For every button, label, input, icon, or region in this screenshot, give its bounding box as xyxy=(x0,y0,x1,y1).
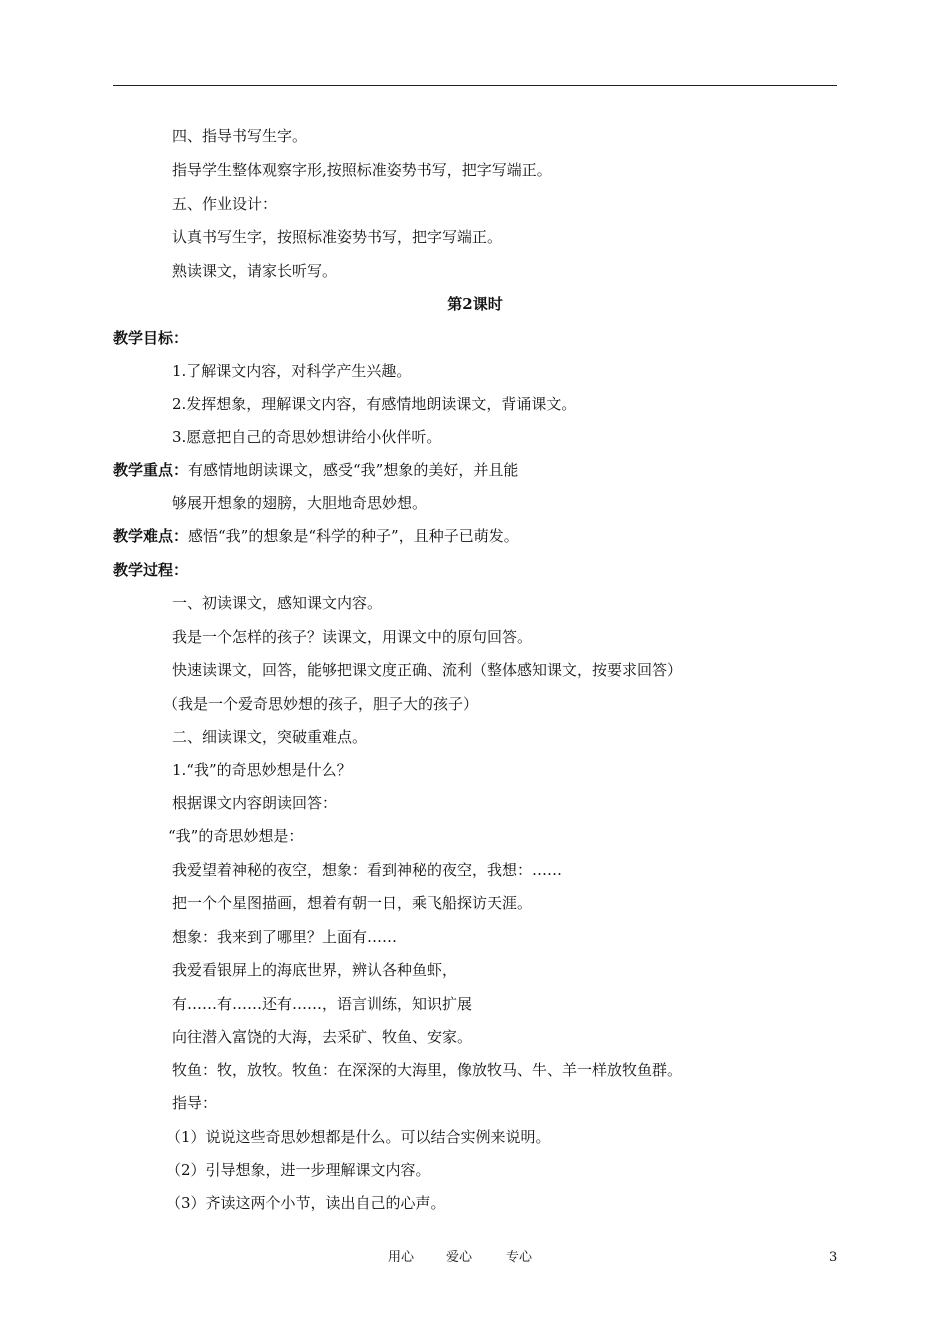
text-line: 认真书写生字，按照标准姿势书写，把字写端正。 xyxy=(172,228,503,246)
difficulties-text: 感悟“我”的想象是“科学的种子”，且种子已萌发。 xyxy=(188,527,519,545)
key-points-text-cont: 够展开想象的翅膀，大胆地奇思妙想。 xyxy=(172,494,428,512)
text-line: “我”的奇思妙想是： xyxy=(168,827,304,845)
text-line: 向往潜入富饶的大海，去采矿、牧鱼、安家。 xyxy=(172,1028,473,1046)
text-line: 指导： xyxy=(172,1094,218,1112)
footer-text: 爱心 xyxy=(446,1250,473,1265)
text-line: 根据课文内容朗读回答： xyxy=(172,794,338,812)
text-line: 有……有……还有……，语言训练，知识扩展 xyxy=(172,995,473,1013)
difficulties xyxy=(113,526,519,546)
text-line: （我是一个爱奇思妙想的孩子，胆子大的孩子） xyxy=(163,695,479,713)
process-heading: 教学过程： xyxy=(113,561,189,579)
key-points-text: 有感情地朗读课文，感受“我”想象的美好，并且能 xyxy=(188,461,519,479)
text-line: 我是一个怎样的孩子？读课文，用课文中的原句回答。 xyxy=(172,628,533,646)
goal-item: 2.发挥想象，理解课文内容，有感情地朗读课文，背诵课文。 xyxy=(172,395,577,413)
key-points-label: 教学重点： xyxy=(113,461,189,479)
text-line: 指导学生整体观察字形,按照标准姿势书写，把字写端正。 xyxy=(172,161,552,179)
text-line: 1.“我”的奇思妙想是什么？ xyxy=(172,761,352,779)
page-number: 3 xyxy=(829,1250,838,1265)
text-line: 想象：我来到了哪里？上面有…… xyxy=(172,928,398,946)
difficulties-label: 教学难点： xyxy=(113,527,189,545)
text-line: 四、指导书写生字。 xyxy=(172,127,308,145)
text-line: 快速读课文，回答，能够把课文度正确、流利（整体感知课文，按要求回答） xyxy=(172,661,683,679)
key-points xyxy=(113,460,518,480)
text-line: 我爱看银屏上的海底世界，辨认各种鱼虾， xyxy=(172,961,458,979)
guide-item: （1）说说这些奇思妙想都是什么。可以结合实例来说明。 xyxy=(166,1128,551,1146)
text-line: 五、作业设计： xyxy=(172,195,278,213)
footer-text: 用心 xyxy=(388,1250,415,1265)
text-line: 二、细读课文，突破重难点。 xyxy=(172,728,368,746)
goal-item: 1.了解课文内容，对科学产生兴趣。 xyxy=(172,362,412,380)
guide-item: （2）引导想象，进一步理解课文内容。 xyxy=(166,1161,431,1179)
guide-item: （3）齐读这两个小节，读出自己的心声。 xyxy=(166,1194,446,1212)
text-line: 一、初读课文，感知课文内容。 xyxy=(172,594,383,612)
text-line: 我爱望着神秘的夜空，想象：看到神秘的夜空，我想：…… xyxy=(172,861,563,879)
text-line: 牧鱼：牧，放牧。牧鱼：在深深的大海里，像放牧马、牛、羊一样放牧鱼群。 xyxy=(172,1061,683,1079)
lesson-title: 第2课时 xyxy=(447,295,503,313)
goals-heading: 教学目标： xyxy=(113,329,189,347)
header-rule xyxy=(113,85,837,86)
text-line: 把一个个星图描画，想着有朝一日，乘飞船探访天涯。 xyxy=(172,894,533,912)
text-line: 熟读课文，请家长听写。 xyxy=(172,262,338,280)
footer-text: 专心 xyxy=(506,1250,533,1265)
goal-item: 3.愿意把自己的奇思妙想讲给小伙伴听。 xyxy=(172,428,442,446)
